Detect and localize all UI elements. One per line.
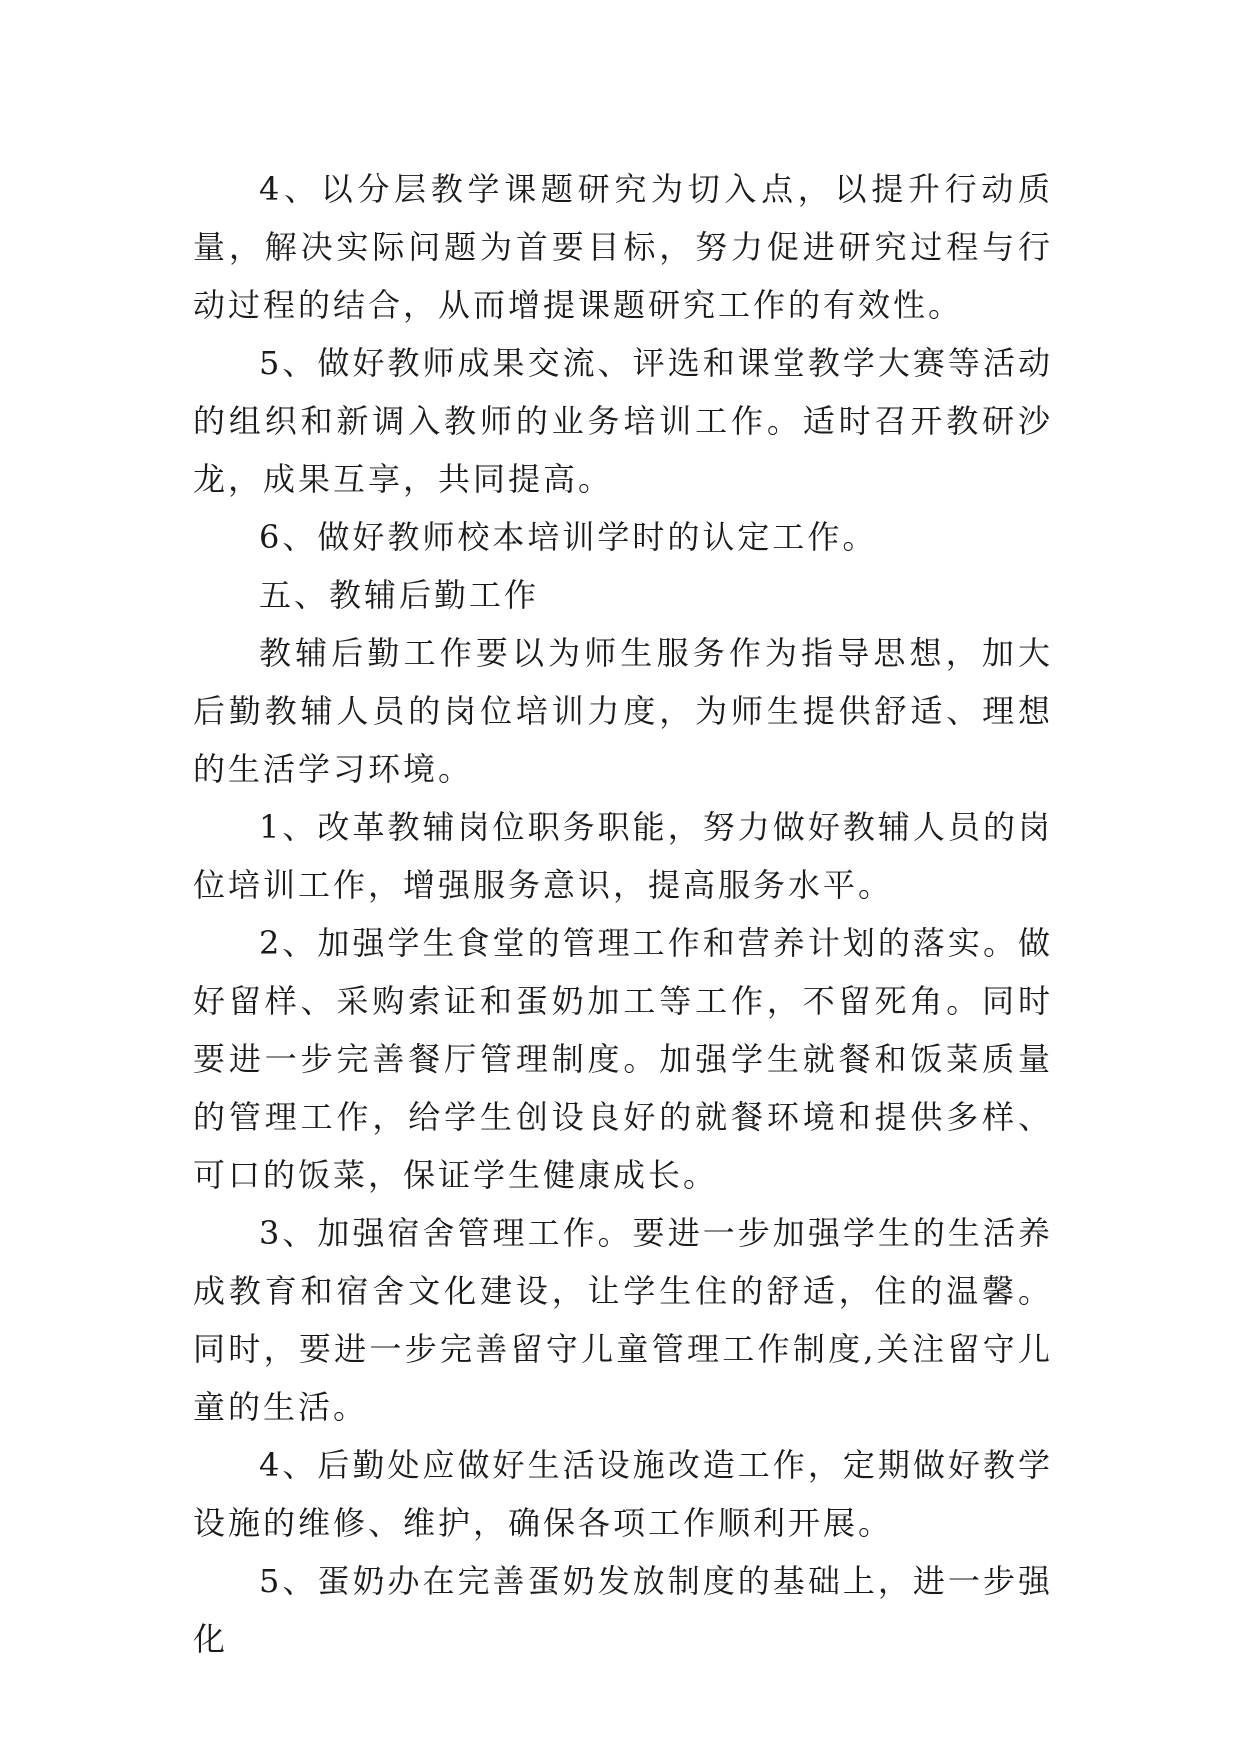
paragraph-item-4-logistics: 4、后勤处应做好生活设施改造工作，定期做好教学设施的维修、维护，确保各项工作顺利开展。 [193, 1446, 1053, 1542]
paragraph-item-5: 5、做好教师成果交流、评选和课堂教学大赛等活动的组织和新调入教师的业务培训工作。适时召开教研沙龙，成果互享，共同提高。 [193, 344, 1053, 498]
paragraph-item-3: 3、加强宿舍管理工作。要进一步加强学生的生活养成教育和宿舍文化建设，让学生住的舒适，住的温馨。同时，要进一步完善留守儿童管理工作制度,关注留守儿童的生活。 [193, 1214, 1053, 1426]
paragraph-item-5-logistics: 5、蛋奶办在完善蛋奶发放制度的基础上，进一步强化 [193, 1562, 1053, 1658]
document-body [193, 160, 1053, 1668]
section-intro: 教辅后勤工作要以为师生服务作为指导思想，加大后勤教辅人员的岗位培训力度，为师生提供舒适、理想的生活学习环境。 [193, 634, 1053, 788]
paragraph-item-2: 2、加强学生食堂的管理工作和营养计划的落实。做好留样、采购索证和蛋奶加工等工作，不留死角。同时要进一步完善餐厅管理制度。加强学生就餐和饭菜质量的管理工作，给学生创设良好的就餐环境和提供多样、可口的饭菜，保证学生健康成长。 [193, 924, 1053, 1194]
paragraph-item-1: 1、改革教辅岗位职务职能，努力做好教辅人员的岗位培训工作，增强服务意识，提高服务水平。 [193, 808, 1053, 904]
paragraph-item-6: 6、做好教师校本培训学时的认定工作。 [259, 518, 878, 556]
section-heading: 五、教辅后勤工作 [259, 576, 540, 614]
paragraph-item-4: 4、以分层教学课题研究为切入点，以提升行动质量，解决实际问题为首要目标，努力促进研究过程与行动过程的结合，从而增提课题研究工作的有效性。 [193, 170, 1053, 324]
